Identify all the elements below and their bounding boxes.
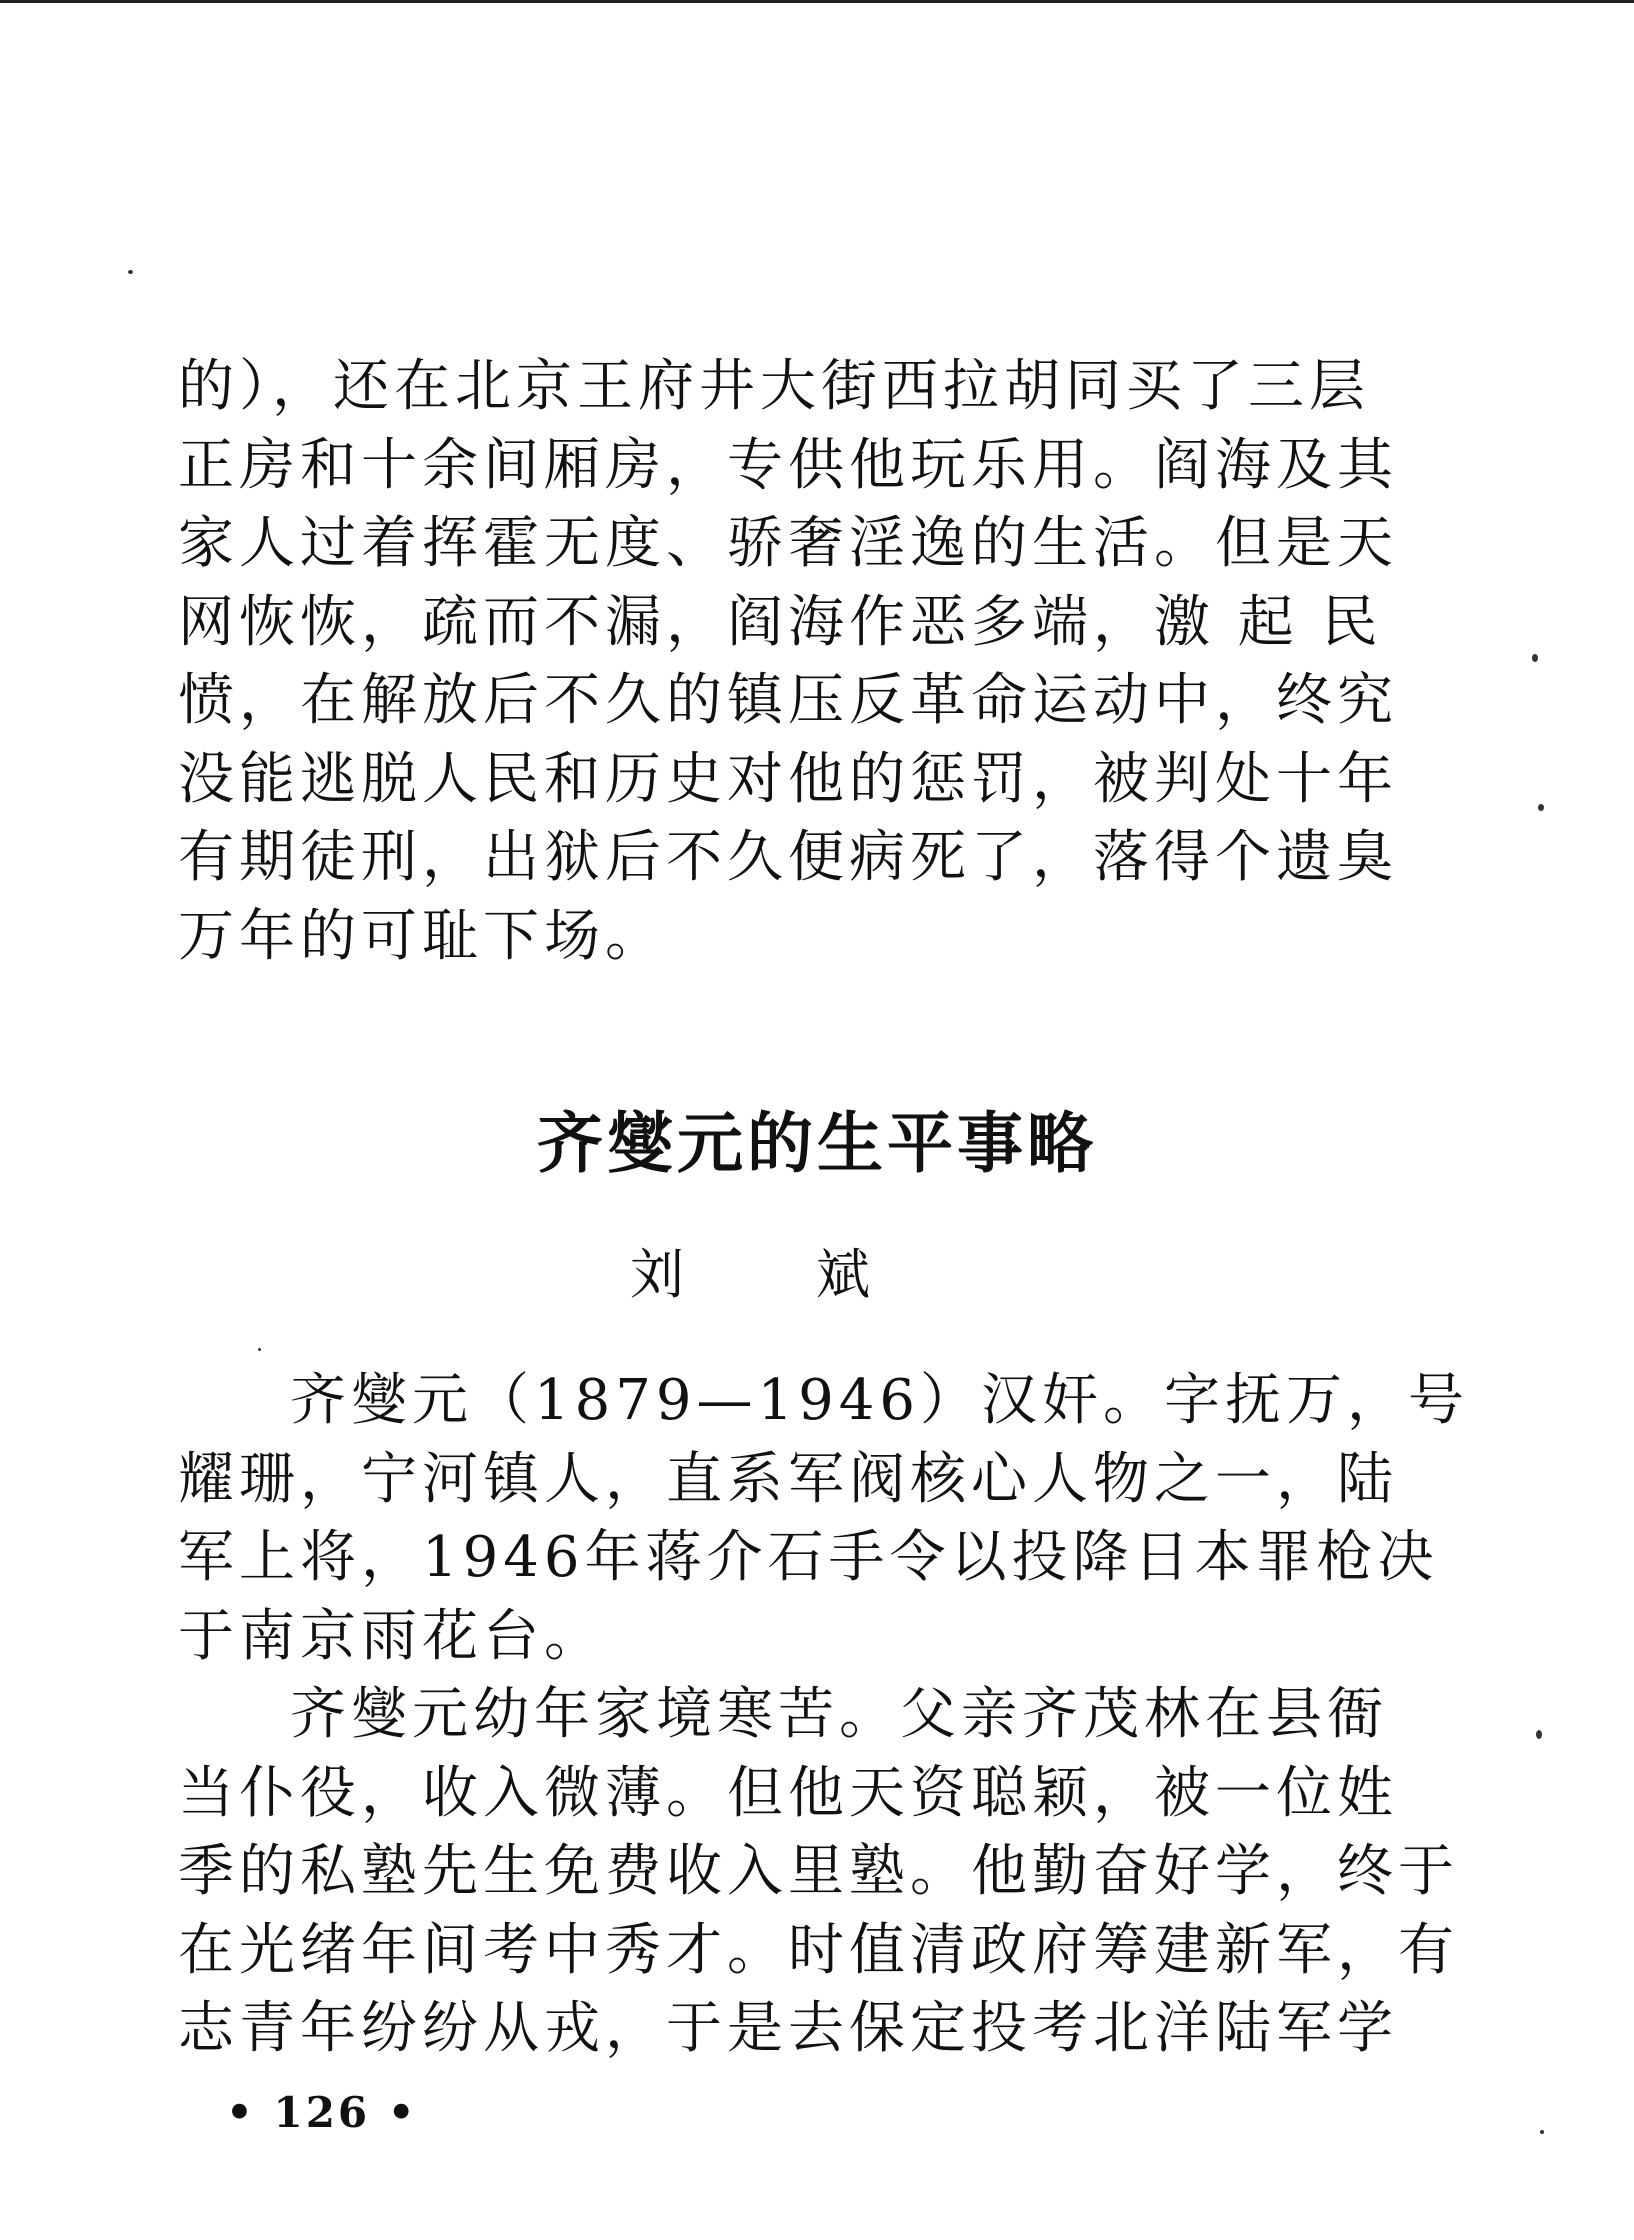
scan-speck bbox=[1540, 2130, 1544, 2134]
paragraph-early-life bbox=[178, 1676, 1459, 2069]
scan-speck bbox=[1538, 804, 1544, 811]
top-border-rule bbox=[0, 0, 1634, 3]
paragraph-continued bbox=[178, 348, 1398, 976]
text-line: 当仆役，收入微薄。但他天资聪颖，被一位姓 bbox=[178, 1760, 1398, 1826]
text-line: 的），还在北京王府井大街西拉胡同买了三层 bbox=[178, 354, 1370, 419]
text-line: 家人过着挥霍无度、骄奢淫逸的生活。但是天 bbox=[178, 511, 1398, 576]
scan-speck bbox=[128, 270, 133, 274]
scan-speck bbox=[1536, 1730, 1542, 1739]
text-line: 齐燮元（1879—1946）汉奸。字抚万，号 bbox=[290, 1368, 1470, 1433]
text-line: 志青年纷纷从戎，于是去保定投考北洋陆军学 bbox=[178, 1996, 1398, 2061]
page-number: • 126 • bbox=[226, 2088, 418, 2137]
scan-speck bbox=[258, 1348, 261, 1351]
scan-speck bbox=[1532, 654, 1538, 662]
paragraph-intro bbox=[178, 1362, 1470, 1676]
text-line: 网恢恢，疏而不漏，阎海作恶多端，激 起 民 bbox=[178, 589, 1383, 655]
text-line: 军上将，1946年蒋介石手令以投降日本罪枪决 bbox=[178, 1525, 1439, 1590]
text-line: 耀珊，宁河镇人，直系军阀核心人物之一，陆 bbox=[178, 1446, 1398, 1512]
text-line: 没能逃脱人民和历史对他的惩罚，被判处十年 bbox=[178, 746, 1398, 812]
article-title: 齐燮元的生平事略 bbox=[537, 1105, 1097, 1182]
text-line: 愤，在解放后不久的镇压反革命运动中，终究 bbox=[178, 668, 1398, 733]
text-line: 齐燮元幼年家境寒苦。父亲齐茂林在县衙 bbox=[290, 1682, 1388, 1747]
text-line: 于南京雨花台。 bbox=[178, 1603, 605, 1669]
text-line: 在光绪年间考中秀才。时值清政府筹建新军，有 bbox=[178, 1917, 1459, 1983]
text-line: 万年的可耻下场。 bbox=[178, 903, 666, 969]
text-line: 季的私塾先生免费收入里塾。他勤奋好学，终于 bbox=[178, 1839, 1459, 1904]
article-author: 刘 斌 bbox=[630, 1243, 870, 1306]
text-line: 正房和十余间厢房，专供他玩乐用。阎海及其 bbox=[178, 432, 1398, 498]
text-line: 有期徒刑，出狱后不久便病死了，落得个遗臭 bbox=[178, 825, 1398, 890]
